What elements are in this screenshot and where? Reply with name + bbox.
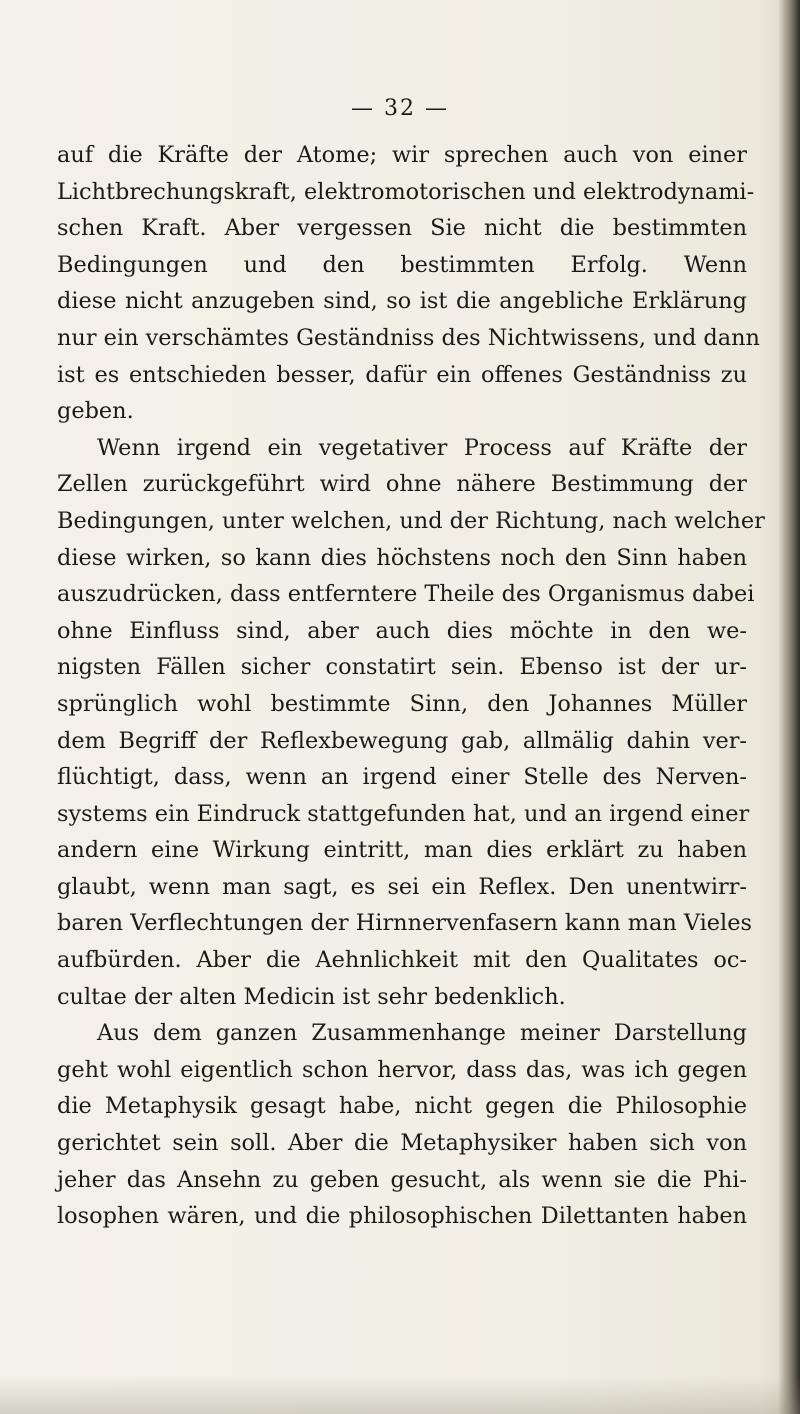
- text-line: diese wirken, so kann dies höchstens noch den Sinn haben: [57, 544, 747, 571]
- paragraph-2: [57, 430, 765, 1016]
- text-line: dem Begriff der Reflexbewegung gab, allmälig dahin ver-: [57, 727, 747, 754]
- text-line: auf die Kräfte der Atome; wir sprechen auch von einer: [57, 142, 747, 168]
- text-line: Zellen zurückgeführt wird ohne nähere Bestimmung der: [57, 471, 747, 498]
- text-line: Wenn irgend ein vegetativer Process auf Kräfte der: [97, 434, 747, 461]
- text-line: gerichtet sein soll. Aber die Metaphysiker haben sich von: [57, 1130, 747, 1157]
- text-line: ist es entschieden besser, dafür ein offenes Geständniss zu: [57, 361, 747, 388]
- text-line: losophen wären, und die philosophischen Dilettanten haben: [57, 1203, 747, 1230]
- page-number: — 32 —: [351, 96, 449, 121]
- text-line: Lichtbrechungskraft, elektromotorischen und elektrodynami-: [57, 178, 755, 205]
- text-line: nur ein verschämtes Geständniss des Nichtwissens, und dann: [57, 324, 760, 351]
- text-line: baren Verflechtungen der Hirnnervenfasern kann man Vieles: [57, 910, 752, 937]
- page-bottom-shadow: [0, 1376, 800, 1414]
- text-line: geht wohl eigentlich schon hervor, dass das, was ich gegen: [57, 1056, 747, 1083]
- text-line: flüchtigt, dass, wenn an irgend einer Stelle des Nerven-: [57, 764, 747, 791]
- text-line: cultae der alten Medicin ist sehr bedenklich.: [57, 983, 566, 1010]
- paragraph-3: [57, 1015, 747, 1235]
- text-line: jeher das Ansehn zu geben gesucht, als wenn sie die Phi-: [57, 1166, 747, 1193]
- text-line: nigsten Fällen sicher constatirt sein. Ebenso ist der ur-: [57, 654, 747, 681]
- text-line: aufbürden. Aber die Aehnlichkeit mit den Qualitates oc-: [57, 947, 747, 974]
- text-line: sprünglich wohl bestimmte Sinn, den Johannes Müller: [57, 690, 747, 717]
- page-edge-shadow: [778, 0, 800, 1414]
- text-line: systems ein Eindruck stattgefunden hat, und an irgend einer: [57, 800, 750, 827]
- text-line: Bedingungen, unter welchen, und der Richtung, nach welcher: [57, 507, 765, 534]
- text-line: schen Kraft. Aber vergessen Sie nicht die bestimmten: [57, 215, 747, 242]
- text-line: Aus dem ganzen Zusammenhange meiner Darstellung: [97, 1020, 747, 1047]
- text-line: Bedingungen und den bestimmten Erfolg. Wenn: [57, 251, 747, 278]
- body-text: [57, 137, 765, 1235]
- paragraph-1: [57, 137, 760, 430]
- text-line: ohne Einfluss sind, aber auch dies möchte in den we-: [57, 617, 747, 644]
- text-line: die Metaphysik gesagt habe, nicht gegen die Philosophie: [57, 1093, 747, 1120]
- text-line: andern eine Wirkung eintritt, man dies erklärt zu haben: [57, 837, 747, 864]
- text-line: diese nicht anzugeben sind, so ist die angebliche Erklärung: [57, 288, 747, 315]
- text-line: glaubt, wenn man sagt, es sei ein Reflex. Den unentwirr-: [57, 873, 747, 900]
- text-line: geben.: [57, 398, 134, 425]
- text-line: auszudrücken, dass entferntere Theile des Organismus dabei: [57, 581, 755, 608]
